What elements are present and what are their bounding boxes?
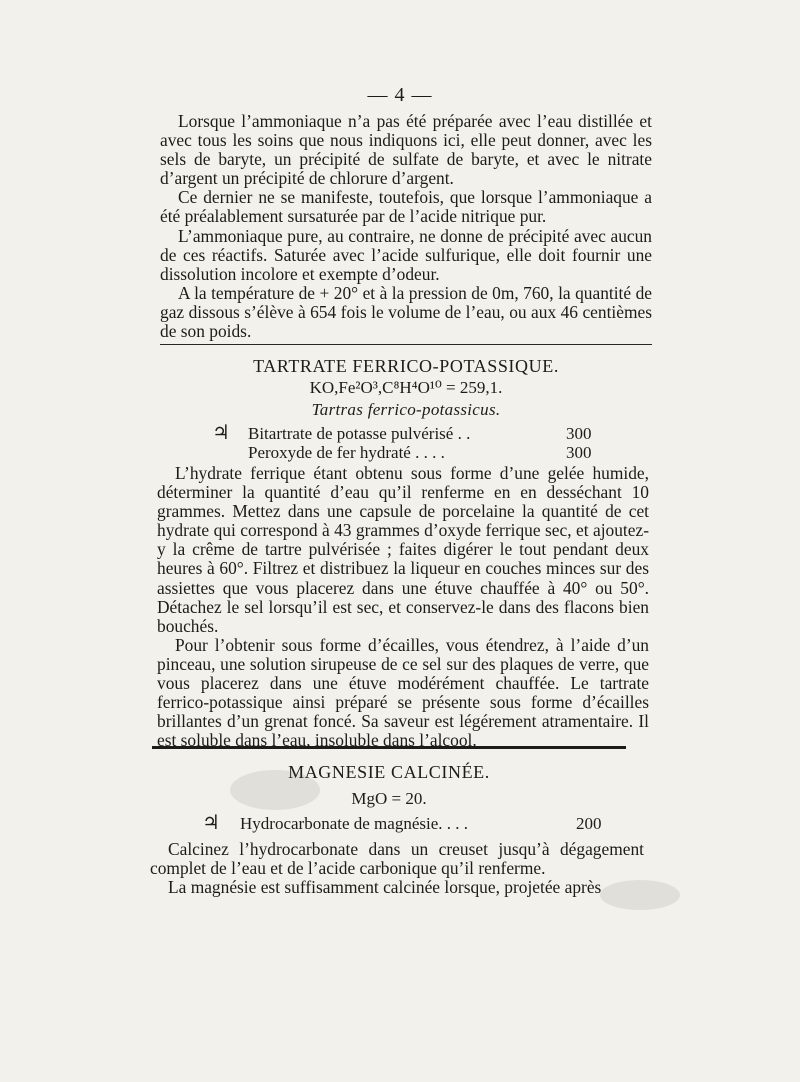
paragraph: L’ammoniaque pure, au contraire, ne donne de précipité avec aucun de ces réactifs. Saturée avec l’acide sulfurique, elle doit fournir une dissolution incolore et exempte d’odeur. [160,225,652,284]
paragraph: Ce dernier ne se manifeste, toutefois, que lorsque l’ammoniaque a été préalablement sursaturée par de l’acide nitrique pur. [160,187,652,227]
ingredient-quantity: 300 [566,443,592,462]
paragraph: L’hydrate ferrique étant obtenu sous forme d’une gelée humide, déterminer la quantité d’eau qu’il renferme en en desséchant 10 grammes. Mettez dans une capsule de porcelaine la quantité de cet hydrate qui correspond à 43 grammes d’oxyde ferrique sec, et ajoutez-y la crême de tartre pulvérisée ; faites digérer le tout pendant deux heures à 60°. Filtrez et distribuez la liqueur en couches minces sur des assiettes que vous placerez dans une étuve chauffée à 40° ou 50°. Détachez le sel lorsqu’il est sec, et conservez-le dans des flacons bien bouchés. [157,463,649,636]
section-title: MAGNESIE CALCINÉE. [288,762,490,782]
section-body [150,840,644,897]
page-number: — 4 — [367,84,433,106]
paragraph: Pour l’obtenir sous forme d’écailles, vous étendrez, à l’aide d’un pinceau, une solution sirupeuse de ce sel sur des plaques de verre, que vous placerez dans une étuve modérément chauffée. Le tartrate ferrico-potassique ainsi préparé se présente sous forme d’écailles brillantes d’un grenat foncé. Sa saveur est légérement atramentaire. Il est soluble dans l’eau, insoluble dans l’alcool. [157,634,649,751]
paragraph: La magnésie est suffisamment calcinée lorsque, projetée après [168,877,602,898]
intro-section [160,112,652,341]
paragraph: Lorsque l’ammoniaque n’a pas été préparée avec l’eau distillée et avec tous les soins que nous indiquons ici, elle peut donner, avec les sels de baryte, un précipité de sulfate de baryte, et avec le nitrate d’argent un précipité de chlorure d’argent. [160,111,652,189]
paragraph: Calcinez l’hydrocarbonate dans un creuset jusqu’à dégagement complet de l’eau et de l’acide carbonique qu’il renferme. [150,839,644,879]
section-divider [152,746,626,749]
chemical-formula: MgO = 20. [351,789,427,808]
ingredient-quantity: 300 [566,424,592,443]
paper-stain [600,880,680,910]
ingredient-quantity: 200 [576,814,602,833]
recipe-symbol: ♃ [212,422,230,444]
ingredient-name: Hydrocarbonate de magnésie. . . . [240,814,468,833]
ingredient-name: Bitartrate de potasse pulvérisé . . [248,424,471,443]
latin-name: Tartras ferrico-potassicus. [311,400,501,419]
section-divider [160,344,652,345]
section-title: TARTRATE FERRICO-POTASSIQUE. [253,356,559,376]
section-body [157,464,649,750]
paragraph: A la température de + 20° et à la pression de 0m, 760, la quantité de gaz dissous s’élève à 654 fois le volume de l’eau, ou aux 46 centièmes de son poids. [160,282,652,342]
recipe-symbol: ♃ [202,812,220,834]
ingredient-name: Peroxyde de fer hydraté . . . . [248,443,445,462]
chemical-formula: KO,Fe²O³,C⁸H⁴O¹⁰ = 259,1. [309,378,503,397]
paper-stain [230,770,320,810]
